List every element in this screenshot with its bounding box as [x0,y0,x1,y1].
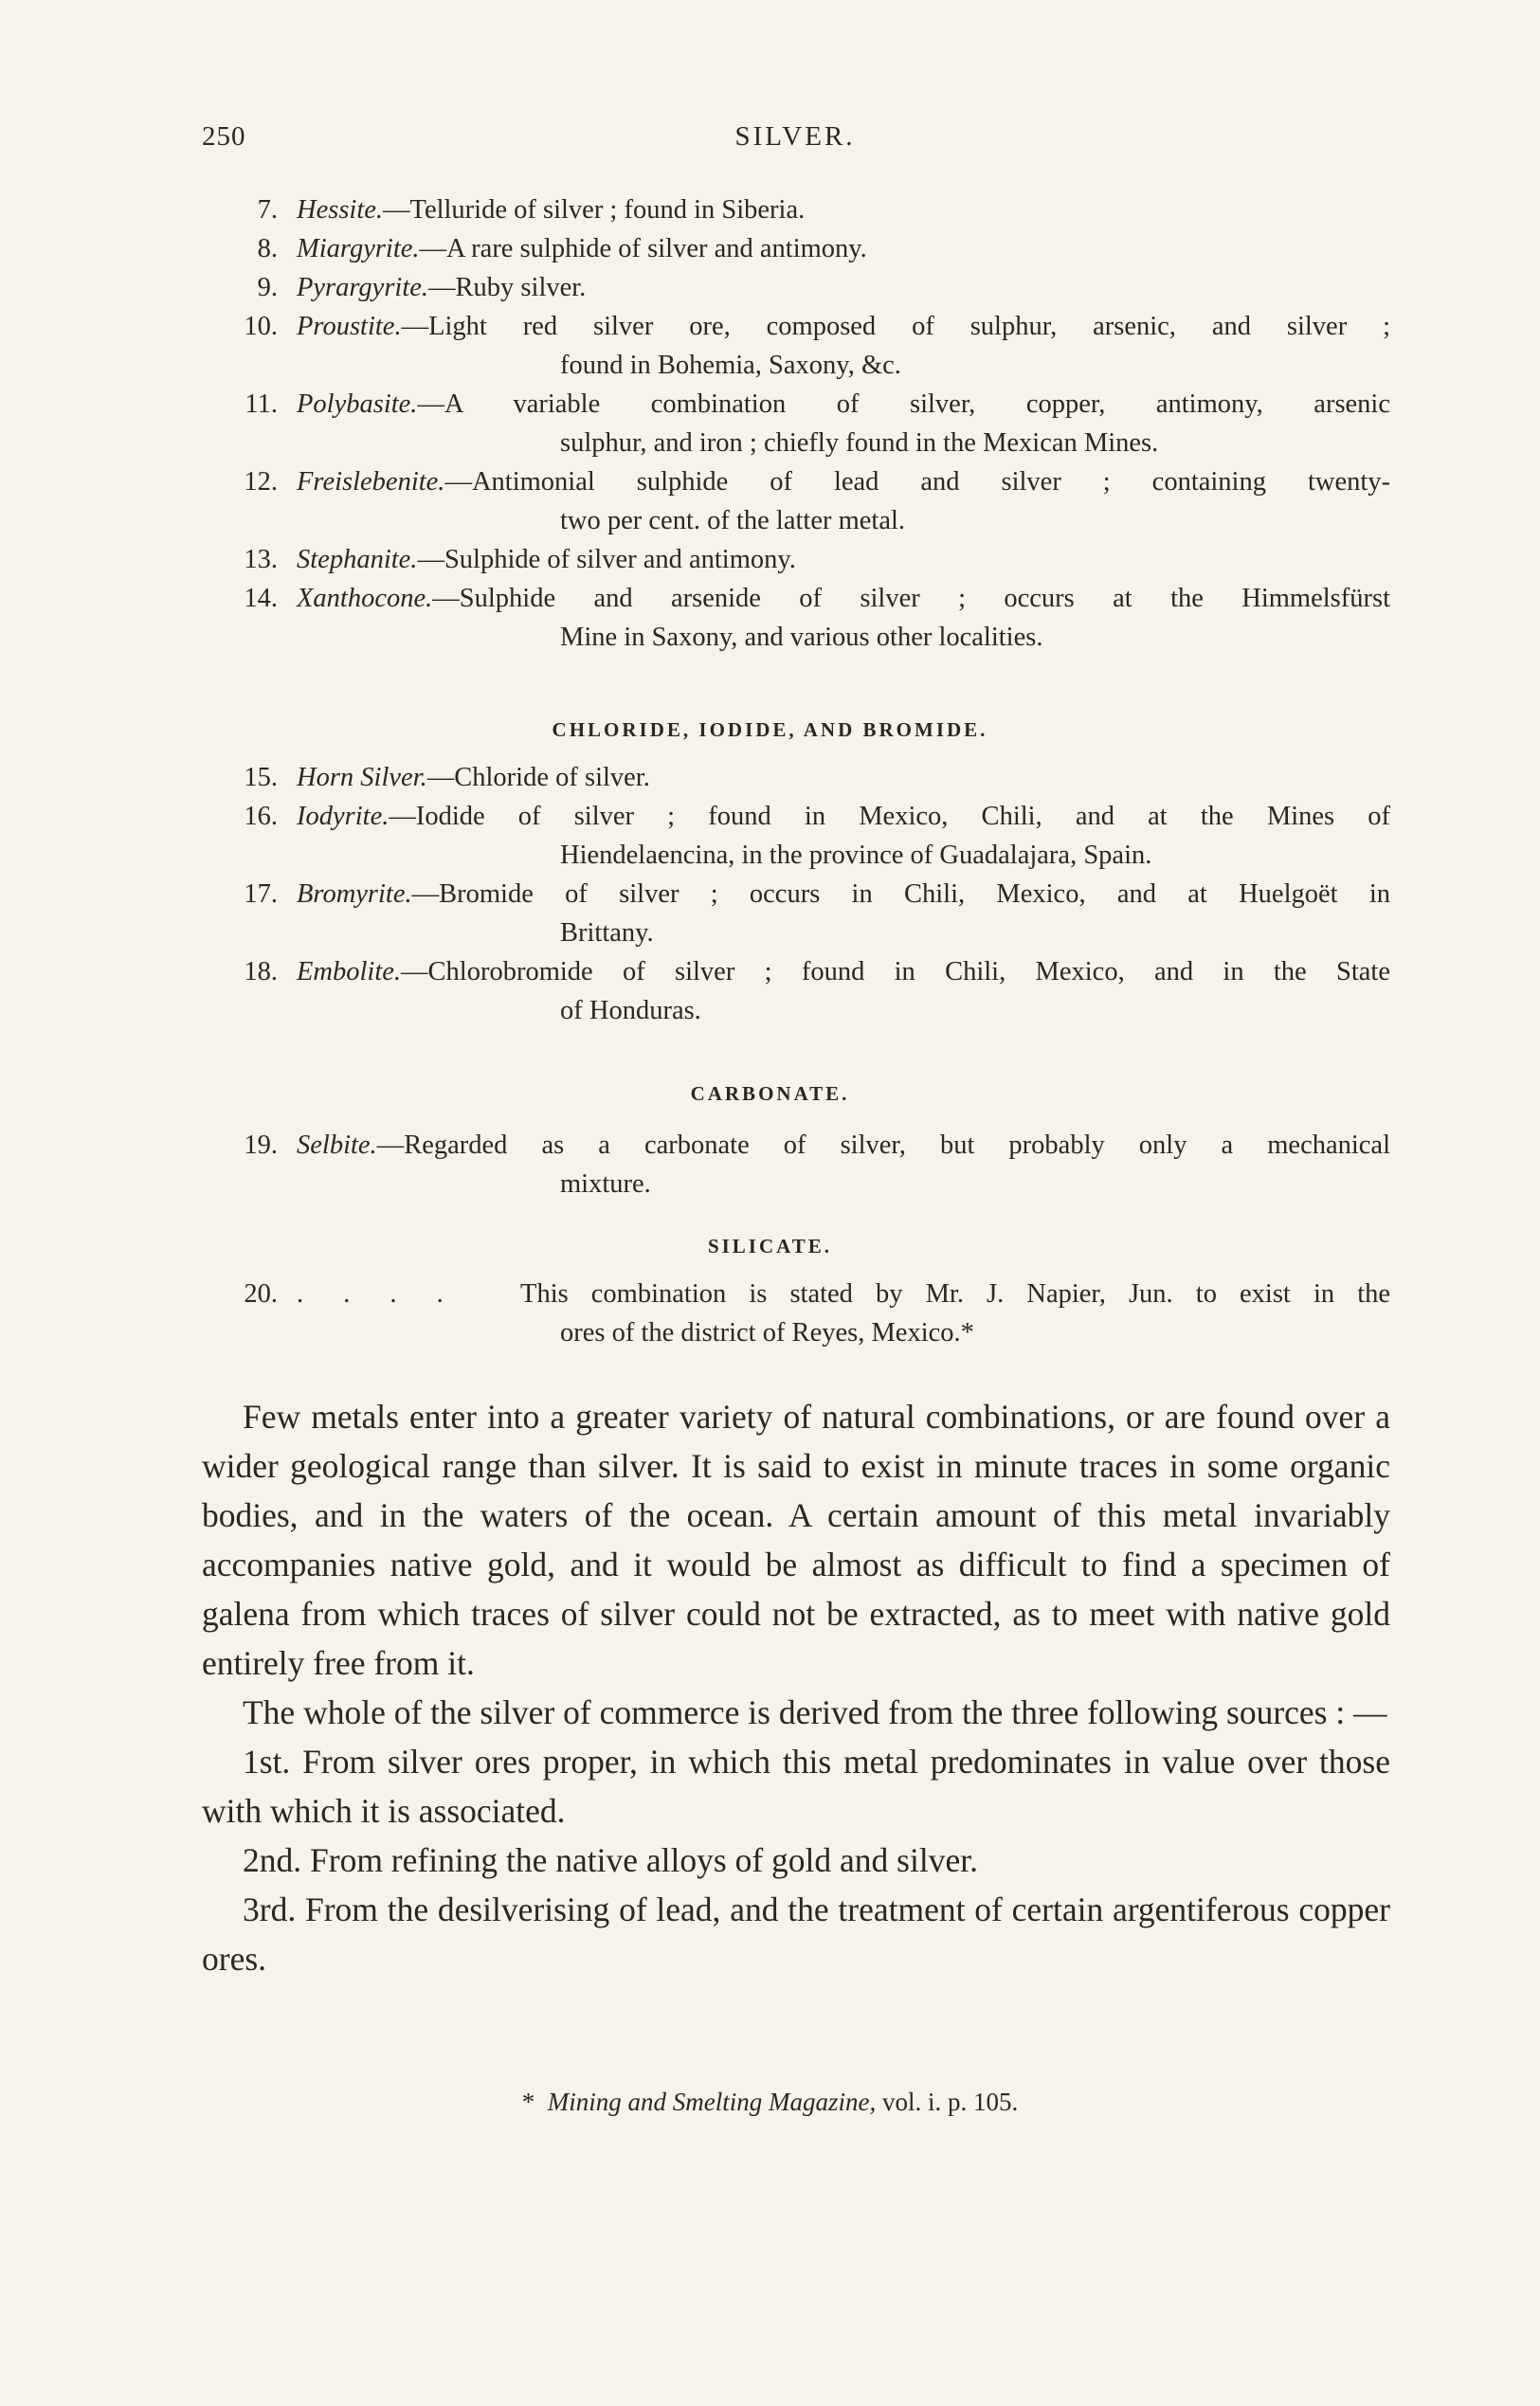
footnote-source: Mining and Smelting Magazine, [547,2088,877,2116]
entry-number: 19. [244,1131,278,1160]
entry-number: 14. [244,584,278,613]
running-title: SILVER. [734,121,856,152]
mineral-name: Freislebenite. [297,467,445,497]
mineral-name: Iodyrite. [297,802,390,831]
entry-continuation: mixture. [560,1169,651,1199]
entry-description: —A rare sulphide of silver and antimony. [419,234,867,263]
running-head [202,121,1388,159]
entry-continuation: found in Bohemia, Saxony, &c. [560,351,901,380]
footnote [0,2088,1540,2117]
entry-number: 20. [244,1279,278,1309]
entry-number: 15. [244,763,278,792]
entry-continuation: sulphur, and iron ; chiefly found in the Mexican Mines. [560,428,1159,458]
entry-description: —Ruby silver. [428,273,587,302]
list-item [0,952,1540,1030]
mineral-name: Xanthocone. [297,584,433,613]
entry-description: —Light red silver ore, composed of sulphur, arsenic, and silver ; [401,312,1390,341]
entry-number: 17. [244,879,278,909]
mineral-name: Stephanite. [297,545,418,574]
entry-description: —Regarded as a carbonate of silver, but probably only a mechanical [376,1131,1390,1160]
entry-number: 9. [257,273,278,302]
paragraph: The whole of the silver of commerce is derived from the three following sources : — [243,1693,1387,1731]
mineral-list-carbonate [0,1126,1540,1203]
paragraph: 3rd. From the desilverising of lead, and the treatment of certain argentiferous copper ores. [202,1890,1390,1978]
list-item [0,579,1540,657]
list-item [0,462,1540,540]
section-heading-silicate: SILICATE. [707,1235,833,1257]
paragraph: 2nd. From refining the native alloys of gold and silver. [243,1841,978,1879]
mineral-list-sulphides [0,190,1540,657]
entry-description: —Sulphide and arsenide of silver ; occurs at the Himmelsfürst [432,584,1390,613]
entry-description: —Chloride of silver. [426,763,650,792]
entry-number: 7. [257,195,278,225]
entry-number: 11. [245,389,278,419]
list-item [0,758,1540,797]
entry-continuation: Brittany. [560,918,654,948]
list-item [0,190,1540,229]
entry-description: —A variable combination of silver, copper, antimony, arsenic [417,389,1390,419]
list-item [0,268,1540,307]
list-item [0,540,1540,579]
entry-description: —Chlorobromide of silver ; found in Chili, Mexico, and in the State [401,957,1390,986]
entry-continuation: Hiendelaencina, in the province of Guadalajara, Spain. [560,841,1152,870]
entry-number: 13. [244,545,278,574]
leader-dots: . . . . [297,1279,452,1309]
entry-number: 12. [244,467,278,497]
mineral-name: Hessite. [297,195,384,225]
footnote-citation: vol. i. p. 105. [881,2088,1019,2116]
entry-continuation: Mine in Saxony, and various other localities. [560,623,1043,652]
paragraph: 1st. From silver ores proper, in which this metal predominates in value over those with which it is associated. [202,1743,1390,1830]
paragraph: Few metals enter into a greater variety of natural combinations, or are found over a wider geological range than silver. It is said to exist in minute traces in some organic bodies, and in the waters of the ocean. A certain amount of this metal invariably accompanies native gold, and it would be almost as difficult to find a specimen of galena from which traces of silver could not be extracted, as to meet with native gold entirely free from it. [202,1398,1390,1682]
list-item [0,1275,1540,1352]
entry-description: This combination is stated by Mr. J. Napier, Jun. to exist in the [520,1279,1391,1309]
mineral-name: Horn Silver. [297,763,427,792]
page-number: 250 [202,121,246,152]
mineral-name: Embolite. [297,957,402,986]
list-item [0,307,1540,385]
list-item [0,385,1540,462]
mineral-list-haloids [0,758,1540,1030]
entry-description: —Antimonial sulphide of lead and silver ; containing twenty- [444,467,1390,497]
list-item [0,875,1540,952]
entry-number: 18. [244,957,278,986]
footnote-marker: * [521,2088,535,2116]
entry-number: 16. [244,802,278,831]
mineral-name: Pyrargyrite. [297,273,429,302]
mineral-name: Bromyrite. [297,879,412,909]
entry-description: —Telluride of silver ; found in Siberia. [383,195,806,225]
mineral-name: Miargyrite. [297,234,420,263]
mineral-name: Polybasite. [297,389,418,419]
entry-number: 10. [244,312,278,341]
mineral-name: Selbite. [297,1131,377,1160]
entry-continuation: of Honduras. [560,996,701,1025]
body-text [202,1392,1390,1983]
list-item [0,797,1540,875]
mineral-name: Proustite. [297,312,402,341]
entry-description: —Sulphide of silver and antimony. [417,545,796,574]
entry-continuation: ores of the district of Reyes, Mexico.* [560,1318,974,1348]
entry-number: 8. [257,234,278,263]
list-item [0,229,1540,268]
entry-description: —Iodide of silver ; found in Mexico, Chili, and at the Mines of [389,802,1390,831]
section-heading-chloride: CHLORIDE, IODIDE, AND BROMIDE. [552,718,988,741]
entry-continuation: two per cent. of the latter metal. [560,506,906,535]
list-item [0,1126,1540,1203]
mineral-list-silicate [0,1275,1540,1352]
section-heading-carbonate: CARBONATE. [690,1082,850,1105]
entry-description: —Bromide of silver ; occurs in Chili, Mexico, and at Huelgoët in [411,879,1390,909]
